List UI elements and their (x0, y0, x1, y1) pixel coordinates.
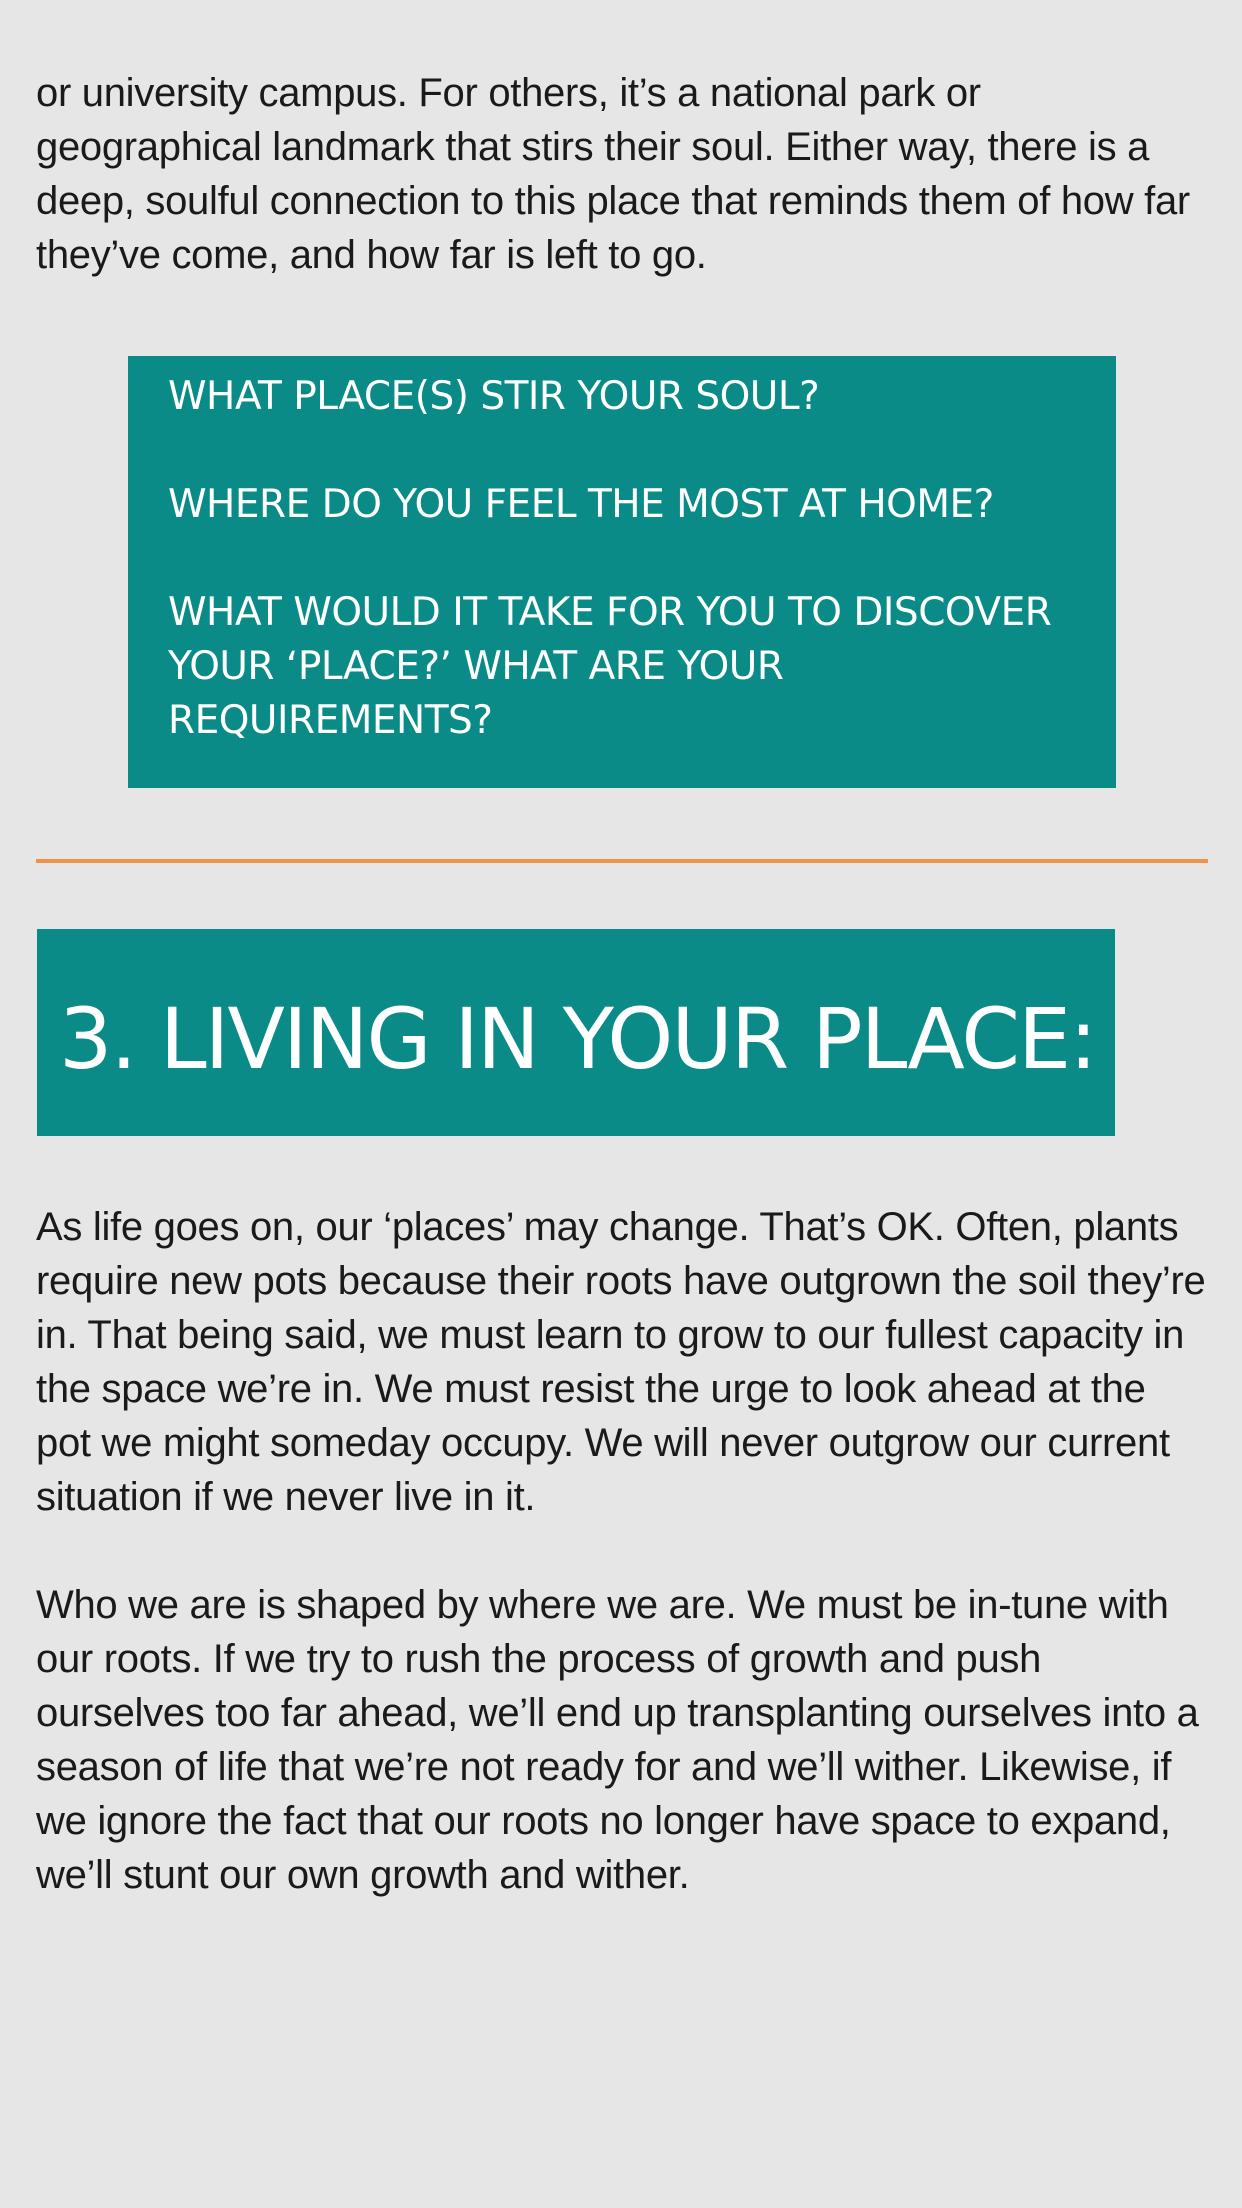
body-paragraph-1: As life goes on, our ‘places’ may change. That’s OK. Often, plants require new pots because their roots have outgrown the soil they’re in. That being said, we must learn to grow to our fullest capacity in the space we’re in. We must resist the urge to look ahead at the pot we might someday occupy. We will never outgrow our current situation if we never live in it. (36, 1205, 1206, 1519)
intro-paragraph: or university campus. For others, it’s a national park or geographical landmark that stirs their soul. Either way, there is a deep, soulful connection to this place that reminds them of how far they’ve come, and how far is left to go. (36, 71, 1190, 277)
section-divider (36, 859, 1208, 863)
body-paragraph-2: Who we are is shaped by where we are. We must be in-tune with our roots. If we try to rush the process of growth and push ourselves too far ahead, we’ll end up transplanting ourselves into a season of life that we’re not ready for and we’ll wither. Likewise, if we ignore the fact that our roots no longer have space to expand, we’ll stunt our own growth and wither. (36, 1583, 1199, 1897)
question-1: WHAT PLACE(S) STIR YOUR SOUL? (168, 374, 820, 419)
question-2: WHERE DO YOU FEEL THE MOST AT HOME? (168, 482, 994, 527)
question-3: WHAT WOULD IT TAKE FOR YOU TO DISCOVER YOUR ‘PLACE?’ WHAT ARE YOUR REQUIREMENTS? (168, 590, 1052, 743)
section-title: 3. LIVING IN YOUR PLACE: (59, 990, 1096, 1088)
section-banner (37, 929, 1115, 1136)
reflection-questions-box (128, 356, 1116, 788)
